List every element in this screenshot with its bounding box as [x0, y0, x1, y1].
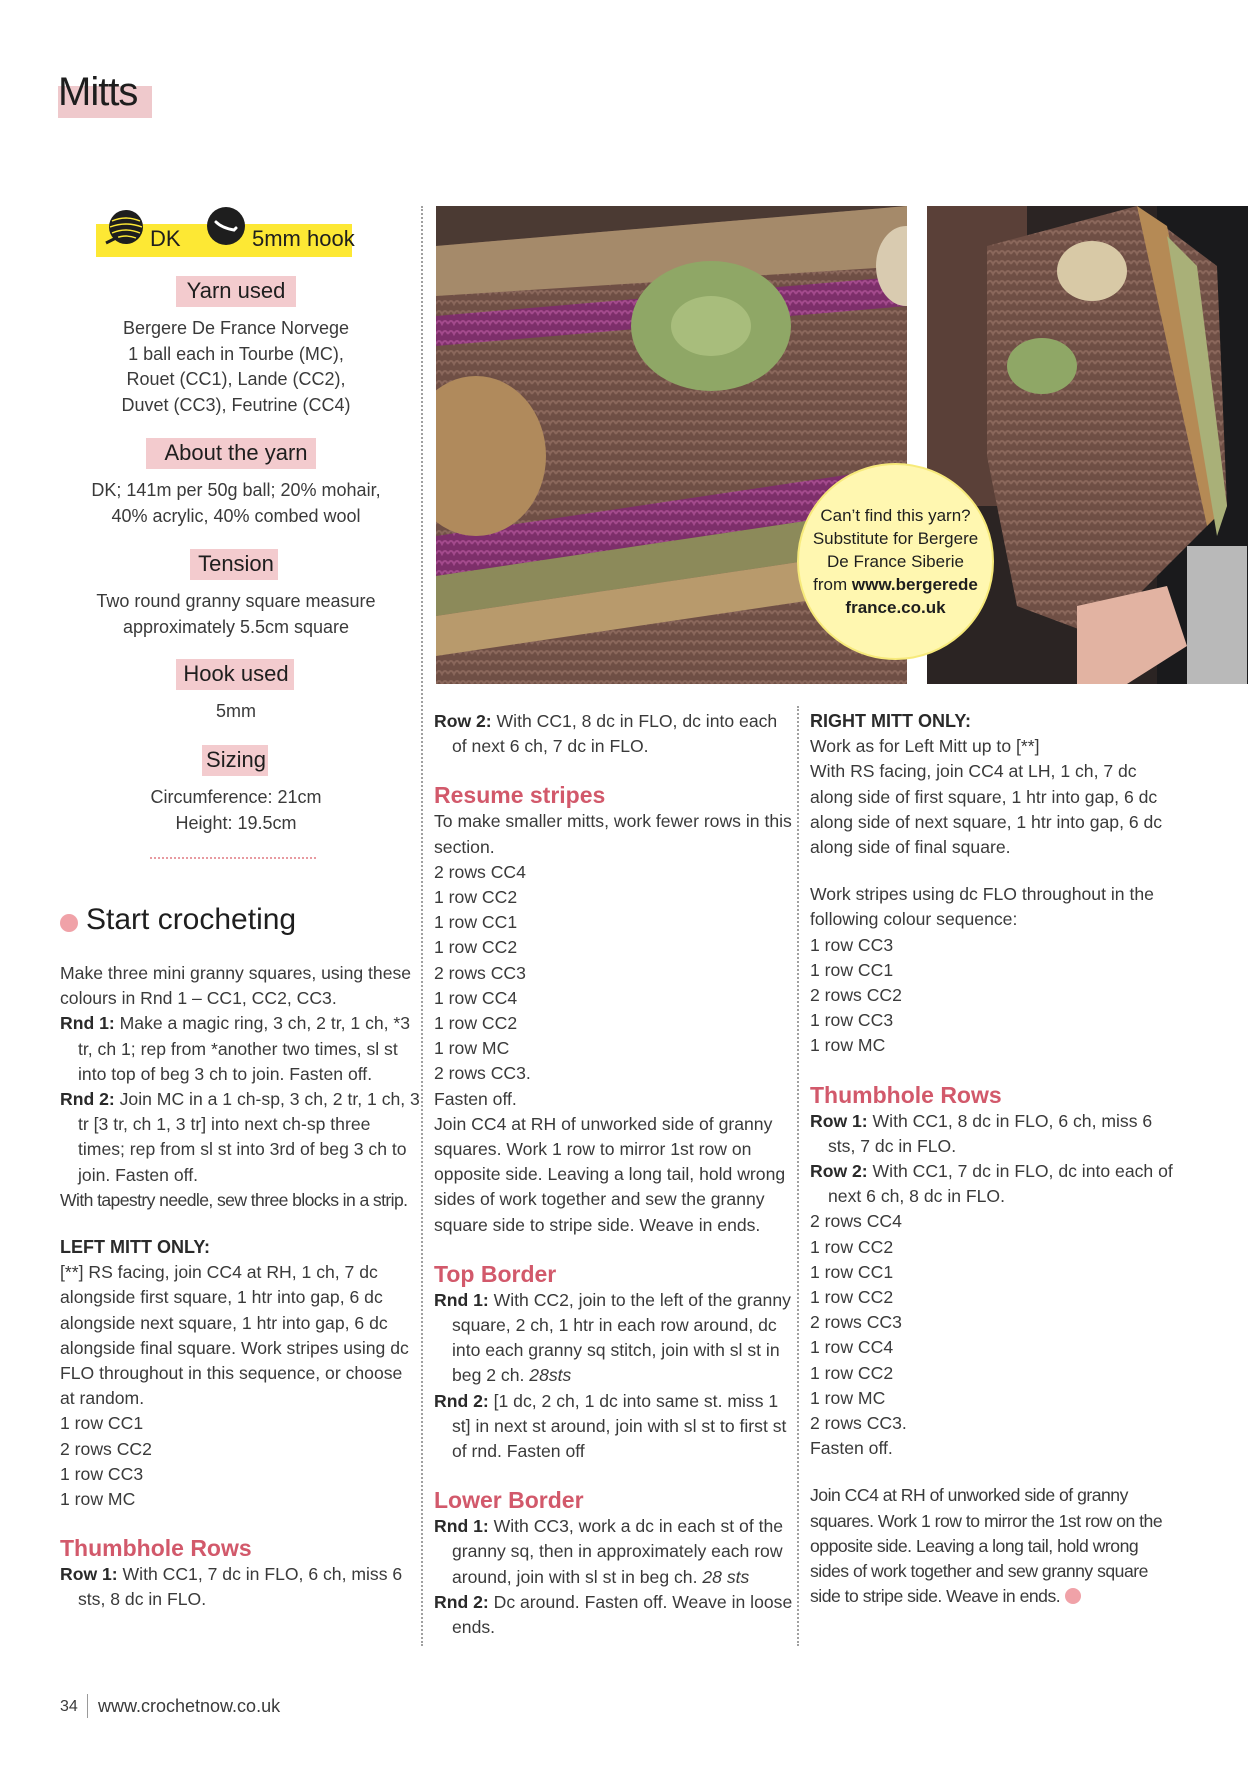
hook-used-text: 5mm [216, 701, 256, 721]
footer-divider [87, 1694, 88, 1718]
tension-text: Two round granny square measure approximately 5.5cm square [96, 591, 376, 637]
column-divider [421, 206, 423, 1646]
about-yarn-heading: About the yarn [164, 440, 308, 465]
tension-heading: Tension [198, 551, 274, 576]
footer-url-link[interactable]: www.crochetnow.co.uk [98, 1696, 281, 1716]
yarn-used-heading: Yarn used [186, 278, 286, 303]
yarn-ball-icon [104, 207, 148, 247]
hook-icon [206, 206, 246, 246]
sizing-heading: Sizing [206, 747, 266, 772]
sizing-text: Circumference: 21cm Height: 19.5cm [150, 787, 322, 833]
bullet-icon [60, 914, 78, 932]
yarn-substitute-callout: Can’t find this yarn? Substitute for Bergere De France Siberie from www.bergerede france.co.uk [797, 463, 994, 660]
hook-used-heading: Hook used [183, 661, 289, 686]
divider [150, 857, 316, 859]
column-2: Row 2: With CC1, 8 dc in FLO, dc into each of next 6 ch, 7 dc in FLO. Resume stripes To make smaller mitts, work fewer rows in this section. 2 rows CC4 1 row CC2 1 row CC1 1 row CC2 2 rows CC3 1 row CC4 1 row CC2 1 row MC 2 rows CC3. Fasten off. Join CC4 at RH of unworked side of granny squares. Work 1 row to mirror 1st row on opposite side. Leaving a long tail, hold wrong sides of work together and sew the granny square side to stripe side. Weave in ends. Top Border Rnd 1: With CC2, join to the left of the granny square, 2 ch, 1 htr in each row around, dc into each granny sq stitch, join with sl st in beg 2 ch. 28sts Rnd 2: [1 dc, 2 ch, 1 dc into same st. miss 1 st] in next st around, join with sl st to first st of rnd. Fasten off Lower Border Rnd 1: With CC3, work a dc in each st of the granny sq, then in approximately each row around, join with sl st in beg ch. 28 sts Rnd 2: Dc around. Fasten off. Weave in loose ends. [434, 711, 793, 1638]
yarn-weight-label: DK [150, 226, 181, 251]
yarn-used-text: Bergere De France Norvege 1 ball each in Tourbe (MC), Rouet (CC1), Lande (CC2), Duvet (CC3), Feutrine (CC4) [121, 318, 351, 415]
about-yarn-text: DK; 141m per 50g ball; 20% mohair, 40% acrylic, 40% combed wool [91, 480, 381, 526]
page-number: 34 [60, 1698, 78, 1715]
column-1: Make three mini granny squares, using these colours in Rnd 1 – CC1, CC2, CC3. Rnd 1: Make a magic ring, 3 ch, 2 tr, 1 ch, *3 tr, ch 1; rep from *another two times, sl st into top of beg 3 ch to join. Fasten off. Rnd 2: Join MC in a 1 ch-sp, 3 ch, 2 tr, 1 ch, 3 tr [3 tr, ch 1, 3 tr] into next ch-sp three times; rep from sl st into 3rd of beg 3 ch to join. Fasten off. With tapestry needle, sew three blocks in a strip. LEFT MITT ONLY: [**] RS facing, join CC4 at RH, 1 ch, 7 dc alongside first square, 1 htr into gap, 6 dc alongside next square, 1 htr into gap, 6 dc alongside final square. Work stripes using dc FLO throughout in this sequence, or choose at random. 1 row CC1 2 rows CC2 1 row CC3 1 row MC Thumbhole Rows Row 1: With CC1, 7 dc in FLO, 6 ch, miss 6 sts, 8 dc in FLO. [60, 963, 420, 1610]
hook-size-label: 5mm hook [252, 226, 355, 251]
page-title: Mitts [58, 70, 138, 114]
start-heading: Start crocheting [86, 903, 297, 936]
column-3: RIGHT MITT ONLY: Work as for Left Mitt up to [**] With RS facing, join CC4 at LH, 1 ch, 7 dc along side of first square, 1 htr into gap, 6 dc along side of next square, 1 htr into gap, 6 dc along side of final square. Work stripes using dc FLO throughout in the following colour sequence: 1 row CC3 1 row CC1 2 rows CC2 1 row CC3 1 row MC Thumbhole Rows Row 1: With CC1, 8 dc in FLO, 6 ch, miss 6 sts, 7 dc in FLO. Row 2: With CC1, 7 dc in FLO, dc into each of next 6 ch, 8 dc in FLO. 2 rows CC4 1 row CC2 1 row CC1 1 row CC2 2 rows CC3 1 row CC4 1 row CC2 1 row MC 2 rows CC3. Fasten off. Join CC4 at RH of unworked side of granny squares. Work 1 row to mirror the 1st row on the opposite side. Leaving a long tail, hold wrong sides of work together and sew granny square side to stripe side. Weave in ends. [810, 711, 1173, 1607]
end-mark-icon [1065, 1588, 1081, 1604]
column-divider [797, 706, 799, 1646]
